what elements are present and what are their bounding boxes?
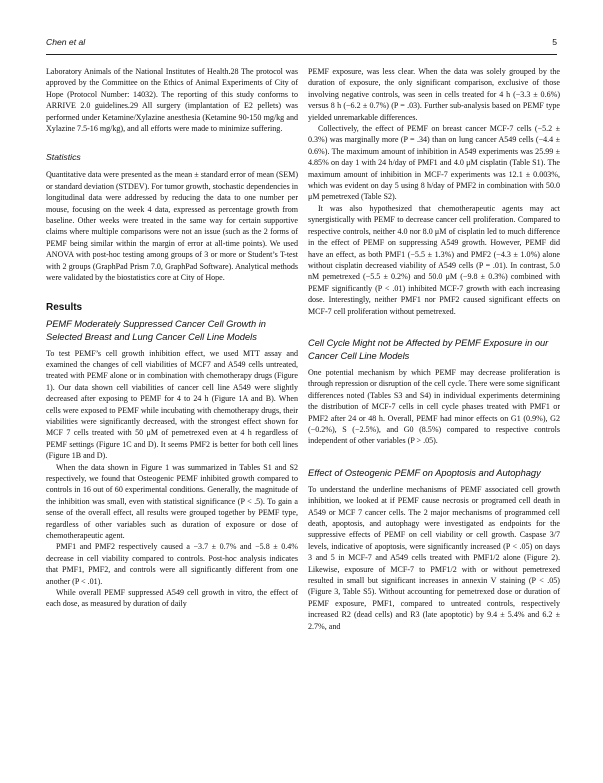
results-heading: Results bbox=[46, 301, 83, 313]
right-paragraph-3: It was also hypothesized that chemotherapeutic agents may act synergistically with PEMF to decrease cancer cell proliferation. Compared to respective controls, neither 4.0 nor 8.0 μM of cisplatin led to much difference in the effect of PEMF on suppressing A549 growth. However, PEMF did have an effect, as both PMF1 (−5.5 ± 1.3%) and PMF2 (−4.3 ± 1.0%) alone without cisplatin decreased viability of A549 cells (P = .01). In contrast, 5.0 nM pemetrexed (−5.5 ± 0.2%) and 50.0 μM (−9.8 ± 0.3%) combined with PEMF significantly (P < .01) inhibited MCF-7 growth with each increasing dose. Interestingly, neither PMF1 nor PMF2 caused significant effects on MCF-7 cell proliferation without pemetrexed. bbox=[308, 203, 560, 316]
results-paragraph-3: PMF1 and PMF2 respectively caused a −3.7 ± 0.7% and −5.8 ± 0.4% decrease in cell viability compared to controls. Post-hoc analysis indicates that PMF1, PMF2, and controls were all significantly different from one another (P < .01). bbox=[46, 542, 298, 586]
apoptosis-paragraph: To understand the underline mechanisms of PEMF associated cell growth inhibition, we looked at if PEMF cause necrosis or programed cell death in A549 or MCF 7 cancer cells. The 2 major mechanisms of programmed cell death, apoptosis, and autophagy were investigated as endpoints for the suppressive effects of PEMF on cell viability or cell growth. Caspase 3/7 levels, indicative of apoptosis, were significantly increased (P < .05) on days 3 and 5 in MCF-7 and A549 cells treated with PMF1/2 alone (Figure 2). Likewise, exposure of MCF-7 to PMF1/2 with or without pemetrexed resulted in small but significant increases in annexin V staining (P < .05) (Figure 3, Table S5). Without accounting for pemetrexed dose or duration of PEMF exposure, PMF1, compared to untreated controls, respectively increased R2 (dead cells) and R3 (late apoptotic) by 9.4 ± 5.4% and 6.2 ± 2.7%, and bbox=[308, 484, 560, 631]
results-paragraph-1: To test PEMF’s cell growth inhibition effect, we used MTT assay and examined the changes of cell viabilities of MCF7 and A549 cells untreated, treated with PEMF alone or in combination with chemotherapy drugs (Figure 1). Our data shown cell viabilities of cancer cell line A549 were slightly decreased after exposing to PEMF for 4 to 24 h (Figure 1A and B). When cells were exposed to PEMF while incubating with chemotherapy drugs, their viabilities were significantly decreased, with the strongest effect shown for MCF 7 cells treated with 50 μM of pemetrexed even at 4 h regardless of PEMF settings (Figure 1C and D). It seems PMF2 is better for both cell lines (Figure 1B and D). bbox=[46, 348, 298, 461]
running-title: Chen et al bbox=[46, 37, 86, 47]
statistics-heading: Statistics bbox=[46, 152, 81, 163]
results-paragraph-4: While overall PEMF suppressed A549 cell growth in vitro, the effect of each dose, as measured by duration of daily bbox=[46, 588, 298, 609]
results-subheading-1: PEMF Moderately Suppressed Cancer Cell Growth in Selected Breast and Lung Cancer Cell Line Models bbox=[46, 318, 266, 342]
methods-paragraph: Laboratory Animals of the National Institutes of Health.28 The protocol was approved by the Committee on the Ethics of Animal Experiments of City of Hope (Protocol Number: 14032). The reporting of this study conforms to ARRIVE 2.0 guidelines.29 All surgery (implantation of E2 pellets) was performed under Ketamine/Xylazine anesthesia (Ketamine 90-150 mg/kg and Xylazine 7.5-16 mg/kg), and all efforts were made to minimize suffering. bbox=[46, 67, 298, 134]
left-column bbox=[46, 66, 298, 610]
right-paragraph-2: Collectively, the effect of PEMF on breast cancer MCF-7 cells (−5.2 ± 0.3%) was marginally more (P = .34) than on lung cancer A549 cells (−4.4 ± 0.6%). The maximum amount of inhibition in A549 experiments was 25.99 ± 4.85% on day 1 with 24 h/day of PMF1 and 4.0 μM cisplatin (Table S1). The maximum amount of inhibition in MCF-7 experiments was 12.1 ± 0.003%, which was evident on day 5 using 8 h/day of PMF2 in combination with 50.0 μM pemetrexed (Table S2). bbox=[308, 124, 560, 202]
right-paragraph-1: PEMF exposure, was less clear. When the data was solely grouped by the duration of exposure, the only significant comparison, exclusive of those involving negative controls, was seen in cells treated for 4 h (−3.3 ± 0.6%) versus 8 h (−6.2 ± 0.7%) (P = .03). Further sub-analysis based on PEMF type yielded unremarkable differences. bbox=[308, 67, 560, 122]
results-paragraph-2: When the data shown in Figure 1 was summarized in Tables S1 and S2 respectively, we found that Osteogenic PEMF inhibited growth compared to controls in 16 out of 60 experimental conditions. Generally, the magnitude of the inhibition was small, even with statistical significance (P < .5). To gain a sense of the overall effect, all results were grouped together by PEMF type, regardless of other variables such as duration of exposure or dose of chemotherapeutic agent. bbox=[46, 462, 298, 540]
statistics-paragraph: Quantitative data were presented as the mean ± standard error of mean (SEM) or standard deviation (STDEV). For tumor growth, stochastic dependencies in longitudinal data were addressed by reducing the data to one number per mouse, focusing on the week 4 data, expressed as percentage growth from baseline. Other weeks were treated in the same way for certain supportive claims where multiple comparisons were not an issue (such as the 2 forms of PEMF being similar within the margin of error at all-time points). We used ANOVA with post-hoc testing among groups of 3 or more or Student’s T-test with 2 groups (GraphPad Prism 7.0, GraphPad Software). Analytical methods were validated by the biostatistics core at City of Hope. bbox=[46, 170, 298, 283]
page-number: 5 bbox=[552, 37, 557, 47]
cell-cycle-paragraph: One potential mechanism by which PEMF may decrease proliferation is through repression or disruption of the cell cycle. There were some significant differences noted (Tables S3 and S4) in individual experiments determining the distribution of MCF-7 cells in cell cycle phases treated with PMF1 or PMF2 after 24 or 48 h. Overall, PEMF had minor effects on G1 (0.9%), G2 (−0.2%), S (−2.5%), and G0 (8.5%) compared to respective controls independent of other variables (P > .05). bbox=[308, 367, 560, 446]
cell-cycle-subheading: Cell Cycle Might not be Affected by PEMF Exposure in our Cancer Cell Line Models bbox=[308, 337, 549, 361]
apoptosis-subheading: Effect of Osteogenic PEMF on Apoptosis and Autophagy bbox=[308, 467, 541, 478]
right-column bbox=[308, 66, 560, 632]
running-header bbox=[46, 37, 557, 51]
header-rule bbox=[46, 54, 557, 55]
